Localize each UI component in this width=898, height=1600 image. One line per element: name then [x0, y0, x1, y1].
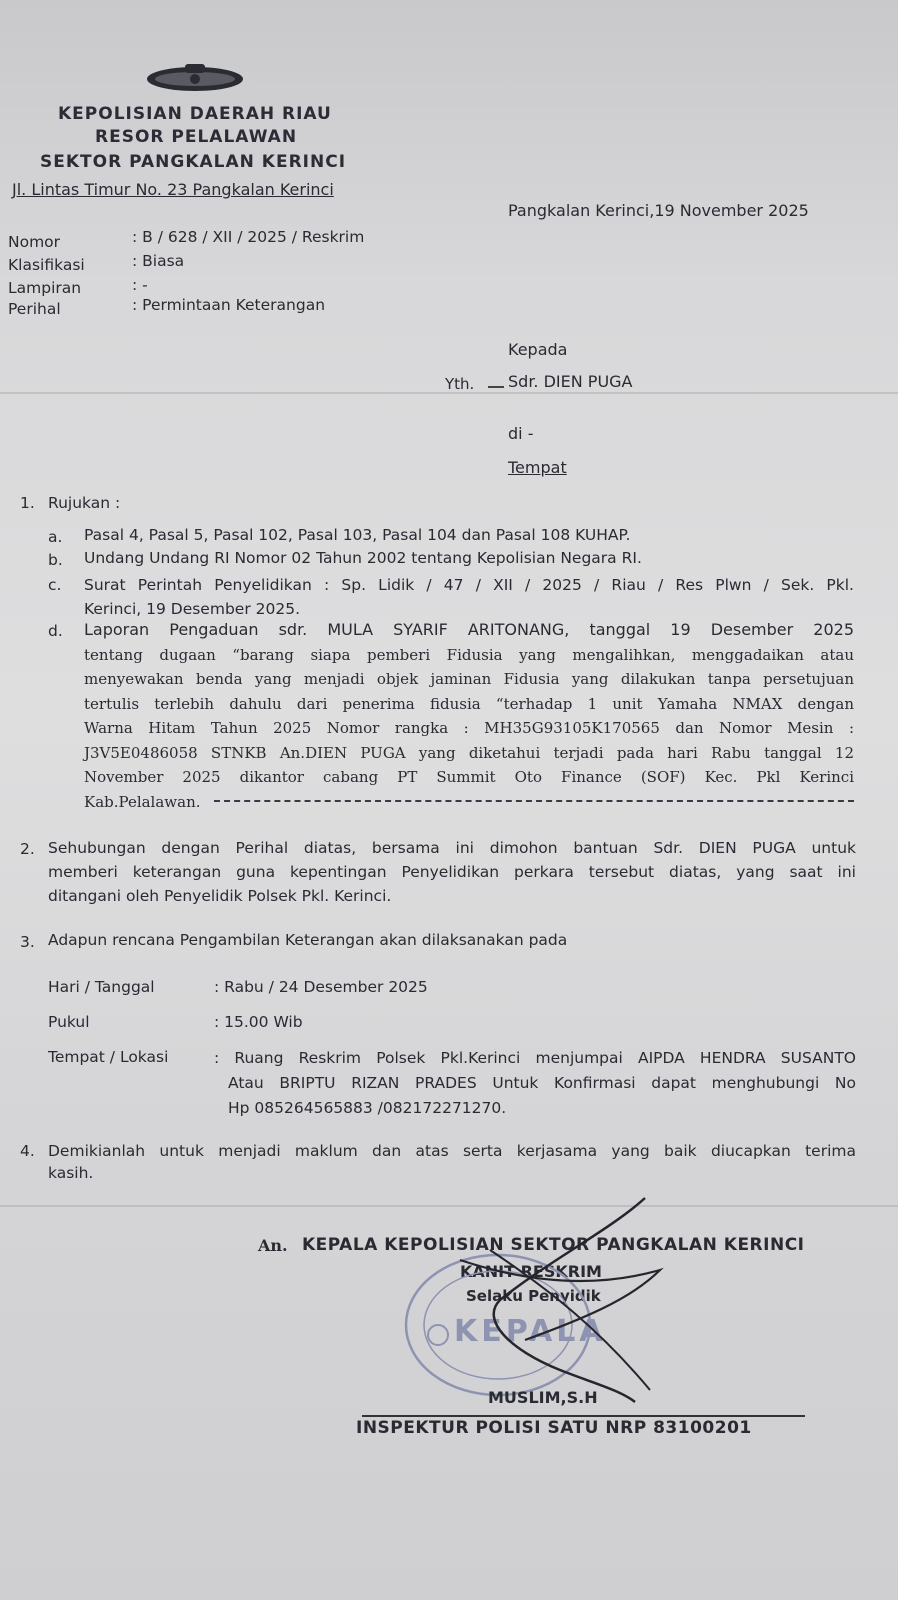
dashed-filler-line	[214, 800, 854, 802]
schedule-place-line: Hp 085264565883 /082172271270.	[228, 1099, 507, 1117]
schedule-value-time: : 15.00 Wib	[214, 1013, 303, 1031]
ref-d-line: Warna Hitam Tahun 2025 Nomor rangka : MH35G93105K170565 dan Nomor Mesin :	[84, 719, 854, 737]
point2-line: ditangani oleh Penyelidik Polsek Pkl. Kerinci.	[48, 887, 392, 905]
point2-text	[48, 836, 856, 908]
meta-label-klasifikasi: Klasifikasi	[8, 256, 85, 274]
point3-text: Adapun rencana Pengambilan Keterangan akan dilaksanakan pada	[48, 931, 568, 949]
meta-value-lampiran: : -	[132, 276, 148, 294]
schedule-value-date: : Rabu / 24 Desember 2025	[214, 978, 428, 996]
signature-rank: INSPEKTUR POLISI SATU NRP 83100201	[356, 1418, 752, 1438]
schedule-label-place: Tempat / Lokasi	[48, 1048, 169, 1066]
ref-d-line: November 2025 dikantor cabang PT Summit Oto Finance (SOF) Kec. Pkl Kerinci	[84, 768, 854, 786]
signature-an: An.	[258, 1236, 288, 1255]
header-line2: RESOR PELALAWAN	[95, 127, 298, 147]
point2-number: 2.	[20, 840, 35, 858]
ref-a-line: Pasal 4, Pasal 5, Pasal 102, Pasal 103, Pasal 104 dan Pasal 108 KUHAP.	[84, 526, 631, 544]
meta-label-lampiran: Lampiran	[8, 279, 82, 297]
ref-letter-a: a.	[48, 528, 63, 546]
addressee-tempat: Tempat	[508, 458, 567, 477]
ref-letter-c: c.	[48, 576, 62, 594]
ref-d-line: menyewakan benda yang menjadi objek jaminan Fidusia yang dilakukan tanpa persetujuan	[84, 670, 854, 688]
addressee-yth: Yth.	[445, 375, 475, 393]
signature-unit: KANIT RESKRIM	[460, 1262, 602, 1281]
point3-number: 3.	[20, 933, 35, 951]
point2-line: Sehubungan dengan Perihal diatas, bersama ini dimohon bantuan Sdr. DIEN PUGA untuk	[48, 839, 856, 857]
signature-role: Selaku Penyidik	[466, 1287, 601, 1305]
ref-d-line: Kab.Pelalawan.	[84, 792, 201, 811]
point4-number: 4.	[20, 1142, 35, 1160]
meta-value-perihal: : Permintaan Keterangan	[132, 296, 326, 314]
ref-c-line: Surat Perintah Penyelidikan : Sp. Lidik / 47 / XII / 2025 / Riau / Res Plwn / Sek. Pkl.	[84, 576, 854, 594]
meta-label-nomor: Nomor	[8, 233, 61, 251]
meta-value-klasifikasi: : Biasa	[132, 252, 185, 270]
schedule-label-time: Pukul	[48, 1013, 90, 1031]
meta-label-perihal: Perihal	[8, 300, 61, 318]
meta-value-nomor: : B / 628 / XII / 2025 / Reskrim	[132, 228, 365, 246]
addressee-name: Sdr. DIEN PUGA	[508, 372, 633, 391]
addressee-di: di -	[508, 424, 534, 443]
addressee-kepada: Kepada	[508, 340, 568, 359]
point2-line: memberi keterangan guna kepentingan Penyelidikan perkara tersebut diatas, yang saat ini	[48, 863, 856, 881]
yth-dash	[488, 386, 504, 388]
ref-d-line: Laporan Pengaduan sdr. MULA SYARIF ARITONANG, tanggal 19 Desember 2025	[84, 620, 854, 639]
ref-d-line: tertulis terlebih dahulu dari penerima fidusia “terhadap 1 unit Yamaha NMAX dengan	[84, 694, 854, 713]
schedule-place-line: : Ruang Reskrim Polsek Pkl.Kerinci menjumpai AIPDA HENDRA SUSANTO	[214, 1049, 856, 1067]
ref-c-text	[84, 573, 854, 621]
point1-number: 1.	[20, 494, 35, 512]
signature-name: MUSLIM,S.H	[488, 1388, 598, 1407]
ref-d-line: J3V5E0486058 STNKB An.DIEN PUGA yang diketahui terjadi pada hari Rabu tanggal 12	[84, 743, 854, 762]
header-line3: SEKTOR PANGKALAN KERINCI	[40, 152, 347, 172]
header-line1: KEPOLISIAN DAERAH RIAU	[58, 104, 332, 124]
schedule-place-line: Atau BRIPTU RIZAN PRADES Untuk Konfirmasi dapat menghubungi No	[228, 1074, 856, 1092]
point4-line: Demikianlah untuk menjadi maklum dan atas serta kerjasama yang baik diucapkan terima	[48, 1142, 856, 1160]
ref-d-text	[84, 618, 854, 814]
ref-d-line: tentang dugaan “barang siapa pemberi Fidusia yang mengalihkan, menggadaikan atau	[84, 645, 854, 664]
ref-letter-b: b.	[48, 551, 63, 569]
point4-text	[48, 1140, 856, 1184]
handwritten-signature-icon	[430, 1190, 690, 1410]
schedule-value-place	[214, 1046, 856, 1121]
ref-b-line: Undang Undang RI Nomor 02 Tahun 2002 tentang Kepolisian Negara RI.	[84, 549, 642, 567]
police-crest-icon	[145, 62, 245, 94]
point1-title: Rujukan :	[48, 494, 121, 512]
signature-title: KEPALA KEPOLISIAN SEKTOR PANGKALAN KERINCI	[302, 1235, 805, 1255]
signature-underline	[362, 1415, 805, 1417]
ref-letter-d: d.	[48, 622, 63, 640]
place-date: Pangkalan Kerinci,19 November 2025	[508, 201, 809, 220]
ref-c-line: Kerinci, 19 Desember 2025.	[84, 600, 300, 618]
header-address: Jl. Lintas Timur No. 23 Pangkalan Kerinci	[12, 180, 334, 199]
point4-line: kasih.	[48, 1164, 94, 1182]
schedule-label-date: Hari / Tanggal	[48, 978, 155, 996]
stamp-text: KEPALA	[454, 1314, 607, 1349]
